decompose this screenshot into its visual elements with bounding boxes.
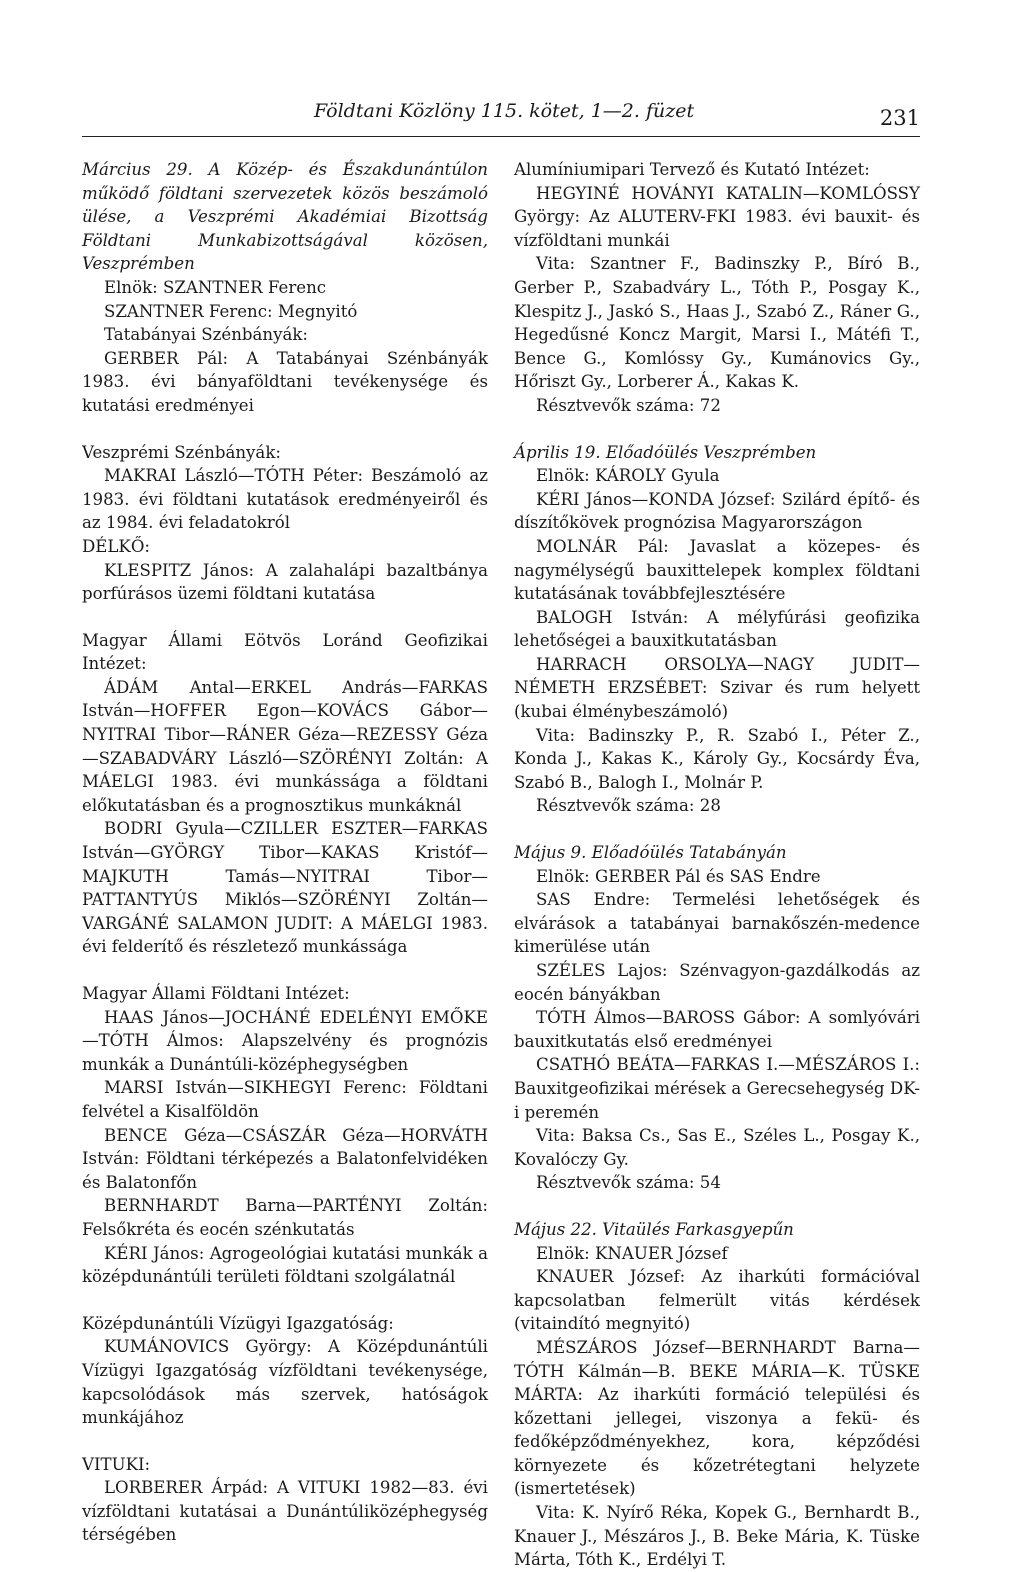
talk-entry: MAKRAI László—TÓTH Péter: Beszámoló az 1983. évi földtani kutatások eredményeiről és az 1984. évi feladatokról — [82, 466, 488, 533]
talk-entry: KÉRI János: Agrogeológiai kutatási munkák a középdunántúli területi földtani szolgálatnál — [82, 1243, 488, 1287]
page-number: 231 — [879, 106, 920, 130]
org-heading: Középdunántúli Vízügyi Igazgatóság: — [82, 1313, 394, 1333]
discussion-line: Vita: Szantner F., Badinszky P., Bíró B., Gerber P., Szabadváry L., Tóth P., Posgay K., Klespitz J., Jaskó S., Haas J., Szabó Z., Ráner G., Hegedűsné Koncz Margit, Marsi I., Mátéfi T., Bence G., Komlóssy Gy., Kumánovics Gy., Hőriszt Gy., Lorberer Á., Kakas K. — [514, 254, 920, 392]
discussion-line: Vita: Badinszky P., R. Szabó I., Péter Z., Konda J., Kakas K., Károly Gy., Kocsárdy Éva, Szabó B., Balogh I., Molnár P. — [514, 725, 920, 792]
talk-entry: BENCE Géza—CSÁSZÁR Géza—HORVÁTH István: Földtani térképezés a Balatonfelvidéken és Balatonfőn — [82, 1125, 488, 1192]
talk-entry: HEGYINÉ HOVÁNYI KATALIN—KOMLÓSSY György: Az ALUTERV-FKI 1983. évi bauxit- és vízföldtani munkái — [514, 183, 920, 250]
talk-entry: BALOGH István: A mélyfúrási geofizika lehetőségei a bauxitkutatásban — [514, 607, 920, 651]
org-heading: Magyar Állami Földtani Intézet: — [82, 984, 350, 1003]
section-title: Május 9. Előadóülés Tatabányán — [514, 843, 787, 863]
meeting-may-22 — [514, 1218, 920, 1572]
talk-entry: KUMÁNOVICS György: A Középdunántúli Vízügyi Igazgatóság vízföldtani tevékenysége, kapcsolódások más szervek, hatóságok munkájához — [82, 1337, 488, 1428]
meeting-march-29 — [82, 158, 488, 418]
talk-entry: TÓTH Álmos—BAROSS Gábor: A somlyóvári bauxitkutatás első eredményei — [514, 1008, 920, 1051]
discussion-line: Vita: Baksa Cs., Sas E., Széles L., Posgay K., Kovalóczy Gy. — [514, 1126, 920, 1169]
org-block-elgi — [82, 629, 488, 959]
org-heading: Magyar Állami Eötvös Loránd Geofizikai Intézet: — [82, 630, 488, 674]
org-heading: DÉLKŐ: — [82, 536, 151, 556]
talk-entry: KÉRI János—KONDA József: Szilárd építő- és díszítőkövek prognózisa Magyarországon — [514, 489, 920, 533]
talk-entry: KNAUER József: Az iharkúti formációval kapcsolatban felmerült vitás kérdések (vitaindító megnyitó) — [514, 1267, 920, 1334]
org-block-vituki — [82, 1453, 488, 1547]
org-heading: Veszprémi Szénbányák: — [82, 442, 281, 462]
chair-line: Elnök: KNAUER József — [536, 1243, 728, 1263]
participant-count: Résztvevők száma: 54 — [536, 1173, 721, 1193]
org-heading: VITUKI: — [82, 1454, 151, 1474]
talk-entry: MARSI István—SIKHEGYI Ferenc: Földtani felvétel a Kisalföldön — [82, 1078, 488, 1121]
chair-line: Elnök: SZANTNER Ferenc — [104, 277, 327, 297]
org-heading: Tatabányai Szénbányák: — [104, 325, 309, 345]
section-title: Március 29. A Közép- és Északdunántúlon működő földtani szervezetek közös beszámoló ülése, a Veszprémi Akadémiai Bizottság Földtani Munkabizottságával közösen, Veszprémben — [82, 160, 488, 274]
org-heading: Alumíniumipari Tervező és Kutató Intézet: — [514, 160, 870, 179]
chair-line: Elnök: GERBER Pál és SAS Endre — [536, 866, 821, 886]
talk-entry: ÁDÁM Antal—ERKEL András—FARKAS István—HOFFER Egon—KOVÁCS Gábor—NYITRAI Tibor—RÁNER Géza—REZESSY Géza—SZABADVÁRY László—SZÖRÉNYI Zoltán: A MÁELGI 1983. évi munkássága a földtani előkutatásban és a prognosztikus munkáknál — [82, 677, 488, 815]
talk-entry: MOLNÁR Pál: Javaslat a közepes- és nagymélységű bauxittelepek komplex földtani kutatásának továbbfejlesztésére — [514, 536, 920, 604]
meeting-may-9 — [514, 841, 920, 1195]
talk-entry: HAAS János—JOCHÁNÉ EDELÉNYI EMŐKE—TÓTH Álmos: Alapszelvény és prognózis munkák a Dunántúli-középhegységben — [82, 1007, 488, 1074]
section-title: Április 19. Előadóülés Veszprémben — [514, 442, 817, 462]
right-column — [514, 158, 920, 1572]
talk-entry: GERBER Pál: A Tatabányai Szénbányák 1983. évi bányaföldtani tevékenysége és kutatási eredményei — [82, 348, 488, 415]
talk-entry: BERNHARDT Barna—PARTÉNYI Zoltán: Felsőkréta és eocén szénkutatás — [82, 1196, 488, 1239]
section-title: Május 22. Vitaülés Farkasgyepűn — [514, 1219, 794, 1239]
talk-entry: BODRI Gyula—CZILLER ESZTER—FARKAS István—GYÖRGY Tibor—KAKAS Kristóf—MAJKUTH Tamás—NYITRAI Tibor—PATTANTYÚS Miklós—SZÖRÉNYI Zoltán—VARGÁNÉ SALAMON JUDIT: A MÁELGI 1983. évi felderítő és részletező munkássága — [82, 819, 488, 957]
meeting-april-19 — [514, 441, 920, 819]
talk-entry: CSATHÓ BEÁTA—FARKAS I.—MÉSZÁROS I.: Bauxitgeofizikai mérések a Gerecsehegység DK-i peremén — [514, 1055, 920, 1122]
participant-count: Résztvevők száma: 72 — [536, 395, 721, 415]
left-column — [82, 158, 488, 1547]
talk-entry: KLESPITZ János: A zalahalápi bazaltbánya porfúrásos üzemi földtani kutatása — [82, 560, 488, 604]
opening-line: SZANTNER Ferenc: Megnyitó — [104, 301, 358, 321]
org-block-aluterv — [514, 158, 920, 418]
participant-count: Résztvevők száma: 28 — [536, 796, 721, 816]
talk-entry: HARRACH ORSOLYA—NAGY JUDIT—NÉMETH ERZSÉBET: Szivar és rum helyett (kubai élménybeszámoló) — [514, 654, 920, 722]
journal-title: Földtani Közlöny 115. kötet, 1—2. füzet — [314, 100, 695, 122]
org-block-mafi — [82, 982, 488, 1289]
talk-entry: MÉSZÁROS József—BERNHARDT Barna—TÓTH Kálmán—B. BEKE MÁRIA—K. TÜSKE MÁRTA: Az iharkúti formáció települési és kőzettani jellegei, viszonya a fekü- és fedőképződményekhez, kora, képződési környezete és kőzetrétegtani helyzete (ismertetések) — [514, 1337, 920, 1499]
org-block-veszprem — [82, 441, 488, 606]
running-header — [82, 96, 920, 137]
talk-entry: SAS Endre: Termelési lehetőségek és elvárások a tatabányai barnakőszén-medence kimerülése után — [514, 890, 920, 957]
talk-entry: SZÉLES Lajos: Szénvagyon-gazdálkodás az eocén bányákban — [514, 961, 920, 1004]
org-block-kdv — [82, 1312, 488, 1430]
talk-entry: LORBERER Árpád: A VITUKI 1982—83. évi vízföldtani kutatásai a Dunántúliközéphegység térségében — [82, 1478, 488, 1545]
discussion-line: Vita: K. Nyírő Réka, Kopek G., Bernhardt B., Knauer J., Mészáros J., B. Beke Mária, K. Tüske Márta, Tóth K., Erdélyi T. — [514, 1503, 920, 1570]
chair-line: Elnök: KÁROLY Gyula — [536, 466, 720, 486]
